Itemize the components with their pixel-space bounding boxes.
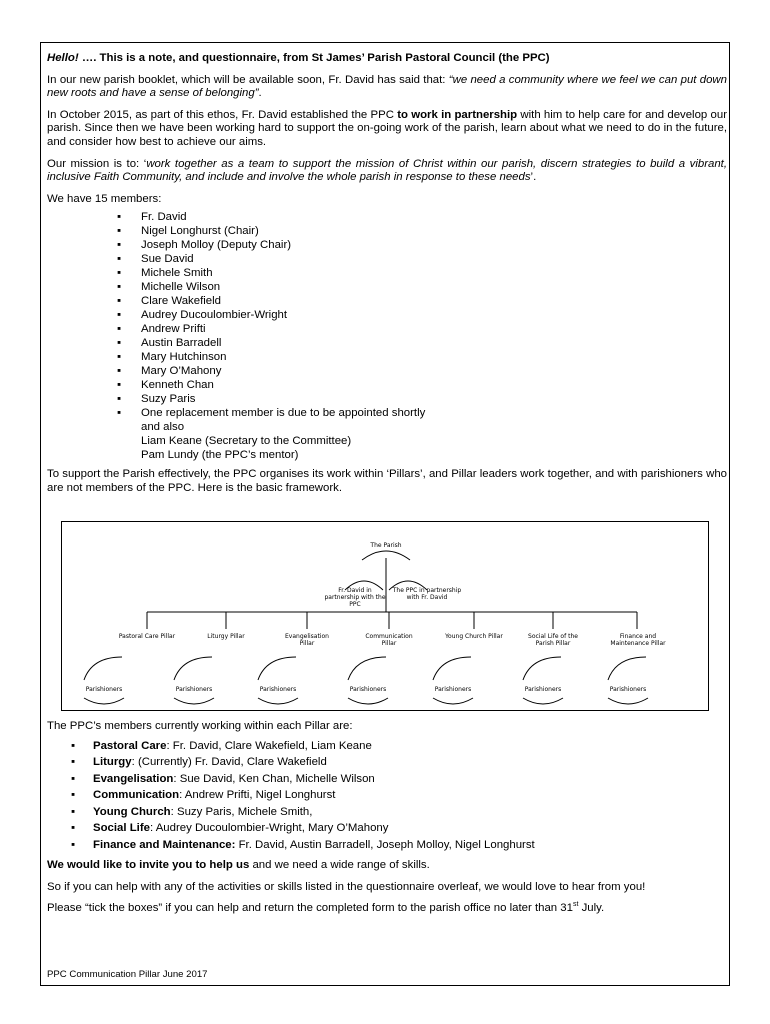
- bullet-icon: ▪: [117, 253, 122, 266]
- bullet-icon: ▪: [117, 365, 122, 378]
- member-name: Michele Smith: [141, 267, 213, 280]
- list-item: [71, 837, 727, 854]
- list-item: [117, 294, 727, 308]
- pillar-members: Audrey Ducoulombier-Wright, Mary O’Mahony: [155, 822, 389, 835]
- connector-arc: [258, 698, 298, 704]
- list-item: [117, 308, 727, 322]
- list-item: [71, 771, 727, 788]
- bullet-icon: ▪: [71, 838, 76, 851]
- list-item: [117, 252, 727, 266]
- bullet-icon: ▪: [71, 789, 76, 802]
- member-name: Mary Hutchinson: [141, 351, 227, 364]
- bullet-icon: ▪: [117, 407, 122, 420]
- connector-arc: [433, 657, 471, 680]
- connector-arc: [433, 698, 473, 704]
- heading-text: …. This is a note, and questionnaire, from St James’ Parish Pastoral Council (the PPC): [78, 52, 550, 64]
- help-paragraph: So if you can help with any of the activities or skills listed in the questionnaire overleaf, we would love to hear from you!: [47, 880, 646, 893]
- parishioners-node: Parishioners: [85, 686, 123, 693]
- connector-arc: [348, 698, 388, 704]
- connector-arc: [348, 657, 386, 680]
- para1-quote: “we need a community where we feel we can put down new roots and have a sense of belonging”: [47, 73, 727, 100]
- pillar-members: (Currently) Fr. David, Clare Wakefield: [137, 756, 327, 769]
- invite-rest: and we need a wide range of skills.: [249, 859, 430, 872]
- member-name: Austin Barradell: [141, 337, 222, 350]
- date-suffix: st: [572, 901, 579, 909]
- pillar-node: Finance and Maintenance Pillar: [610, 633, 666, 647]
- pillar-section: [47, 720, 727, 924]
- member-name: Mary O’Mahony: [141, 365, 222, 378]
- connector-arc: [608, 657, 646, 680]
- mission-end: ’.: [530, 171, 537, 184]
- diagram-lines: [62, 522, 710, 712]
- bullet-icon: ▪: [71, 772, 76, 785]
- pillar-members: Fr. David, Austin Barradell, Joseph Molloy, Nigel Longhurst: [238, 838, 535, 851]
- separator: :: [149, 822, 156, 835]
- connector-arc: [258, 657, 296, 680]
- member-name: Nigel Longhurst (Chair): [141, 225, 259, 238]
- and-also-text: and also: [141, 421, 185, 434]
- footer-text: PPC Communication Pillar June 2017: [47, 969, 208, 980]
- pillar-members: Suzy Paris, Michele Smith,: [176, 805, 313, 818]
- list-item: [117, 322, 727, 336]
- member-name: Kenneth Chan: [141, 379, 214, 392]
- connector-arc: [174, 657, 212, 680]
- member-name: Sue David: [141, 253, 194, 266]
- list-item: [71, 754, 727, 771]
- mission-paragraph: [47, 158, 727, 185]
- bullet-icon: ▪: [117, 225, 122, 238]
- parishioners-node: Parishioners: [349, 686, 387, 693]
- pillar-name: Pastoral Care: [93, 739, 167, 752]
- pillar-node: Social Life of the Parish Pillar: [528, 633, 578, 647]
- para2-bold: to work in partnership: [397, 108, 518, 121]
- pillar-members: Fr. David, Clare Wakefield, Liam Keane: [172, 739, 372, 752]
- bullet-icon: ▪: [117, 239, 122, 252]
- connector-arc: [608, 698, 648, 704]
- pillar-name: Young Church: [93, 805, 171, 818]
- bullet-icon: ▪: [117, 323, 122, 336]
- pillar-name: Liturgy: [93, 756, 132, 769]
- heading: [47, 52, 727, 66]
- pillar-name: Social Life: [93, 822, 150, 835]
- para2-start: In October 2015, as part of this ethos, Fr. David established the PPC: [47, 108, 398, 121]
- bullet-icon: ▪: [117, 295, 122, 308]
- bullet-icon: ▪: [117, 309, 122, 322]
- member-name: One replacement member is due to be appointed shortly: [141, 407, 426, 420]
- members-intro: We have 15 members:: [47, 192, 162, 205]
- member-name: Suzy Paris: [141, 393, 196, 406]
- tick-text: Please “tick the boxes” if you can help and return the completed form to the parish office no later than 31: [47, 902, 573, 915]
- para2-end: with him to help care for and develop our parish. Since then we have been working hard to support the on-going work of the parish, learn about what we need to do in the future, and consider how best to achieve our aims.: [47, 108, 727, 148]
- tick-end: July.: [578, 902, 605, 915]
- bullet-icon: ▪: [117, 337, 122, 350]
- parishioners-node: Parishioners: [259, 686, 297, 693]
- fr-david-partnership-node: Fr. David in partnership with the PPC: [324, 587, 386, 608]
- parishioners-node: Parishioners: [434, 686, 472, 693]
- connector-arc: [523, 657, 561, 680]
- list-item: [117, 392, 727, 406]
- list-item: [71, 820, 727, 837]
- list-item: [117, 378, 727, 392]
- list-item: [71, 738, 727, 755]
- pillar-framework-diagram: [61, 521, 709, 711]
- list-item: [117, 350, 727, 364]
- parish-node: The Parish: [370, 542, 402, 549]
- list-item: [117, 266, 727, 280]
- pillar-node: Liturgy Pillar: [207, 633, 245, 640]
- bullet-icon: ▪: [71, 739, 76, 752]
- list-item: [117, 224, 727, 238]
- tick-paragraph: [47, 902, 727, 916]
- list-item: [117, 364, 727, 378]
- member-name: Joseph Molloy (Deputy Chair): [141, 239, 292, 252]
- separator: :: [173, 772, 180, 785]
- pillar-members: Andrew Prifti, Nigel Longhurst: [184, 789, 336, 802]
- intro-paragraph: [47, 74, 727, 101]
- connector-arc: [174, 698, 214, 704]
- list-item: [71, 804, 727, 821]
- secretary-text: Liam Keane (Secretary to the Committee): [141, 435, 352, 448]
- pillar-node: Evangelisation Pillar: [285, 633, 329, 647]
- ppc-partnership-node: The PPC in partnership with Fr. David: [392, 587, 462, 601]
- invite-paragraph: [47, 859, 727, 873]
- pillar-name: Evangelisation: [93, 772, 174, 785]
- separator: :: [131, 756, 138, 769]
- invite-bold: We would like to invite you to help us: [47, 859, 250, 872]
- support-paragraph: To support the Parish effectively, the PPC organises its work within ‘Pillars’, and Pillar leaders work together, and with parishioners who are not members of the PPC. Here is the basic framework.: [47, 468, 727, 494]
- mission-quote: work together as a team to support the mission of Christ within our parish, discern strategies to build a vibrant, inclusive Faith Community, and include and involve the whole parish in response to these needs: [47, 157, 727, 184]
- member-name: Fr. David: [141, 211, 187, 224]
- pillar-name: Finance and Maintenance:: [93, 838, 236, 851]
- separator: :: [170, 805, 177, 818]
- separator: :: [179, 789, 185, 802]
- pillar-node: Communication Pillar: [365, 633, 413, 647]
- list-item: [71, 787, 727, 804]
- hello-text: Hello!: [47, 52, 79, 64]
- list-item: [117, 280, 727, 294]
- bullet-icon: ▪: [71, 805, 76, 818]
- pillar-node: Young Church Pillar: [445, 633, 503, 640]
- list-item: [117, 336, 727, 350]
- bullet-icon: ▪: [117, 393, 122, 406]
- mentor-text: Pam Lundy (the PPC’s mentor): [141, 449, 299, 462]
- bullet-icon: ▪: [117, 211, 122, 224]
- separator: :: [166, 739, 173, 752]
- ethos-paragraph: [47, 109, 727, 150]
- member-name: Clare Wakefield: [141, 295, 221, 308]
- list-item: [117, 406, 727, 462]
- bullet-icon: ▪: [117, 281, 122, 294]
- para1-start: In our new parish booklet, which will be available soon, Fr. David has said that:: [47, 73, 449, 86]
- member-name: Audrey Ducoulombier-Wright: [141, 309, 288, 322]
- pillar-members: Sue David, Ken Chan, Michelle Wilson: [179, 772, 375, 785]
- connector-arc: [84, 698, 124, 704]
- bullet-icon: ▪: [117, 351, 122, 364]
- bullet-icon: ▪: [117, 379, 122, 392]
- connector-arc: [523, 698, 563, 704]
- pillar-node: Pastoral Care Pillar: [118, 633, 176, 640]
- document-body: [47, 52, 727, 504]
- parishioners-node: Parishioners: [524, 686, 562, 693]
- list-item: [117, 238, 727, 252]
- bullet-icon: ▪: [71, 822, 76, 835]
- pillar-members-list: [47, 738, 727, 854]
- pillar-intro: The PPC’s members currently working within each Pillar are:: [47, 720, 353, 732]
- bullet-icon: ▪: [117, 267, 122, 280]
- parishioners-node: Parishioners: [609, 686, 647, 693]
- list-item: [117, 210, 727, 224]
- parishioners-node: Parishioners: [175, 686, 213, 693]
- para1-end: .: [258, 87, 262, 100]
- pillar-name: Communication: [93, 789, 180, 802]
- connector-arc: [84, 657, 122, 680]
- member-name: Michelle Wilson: [141, 281, 221, 294]
- mission-start: Our mission is to: ‘: [47, 157, 147, 170]
- bullet-icon: ▪: [71, 756, 76, 769]
- members-list: [47, 210, 727, 462]
- member-name: Andrew Prifti: [141, 323, 206, 336]
